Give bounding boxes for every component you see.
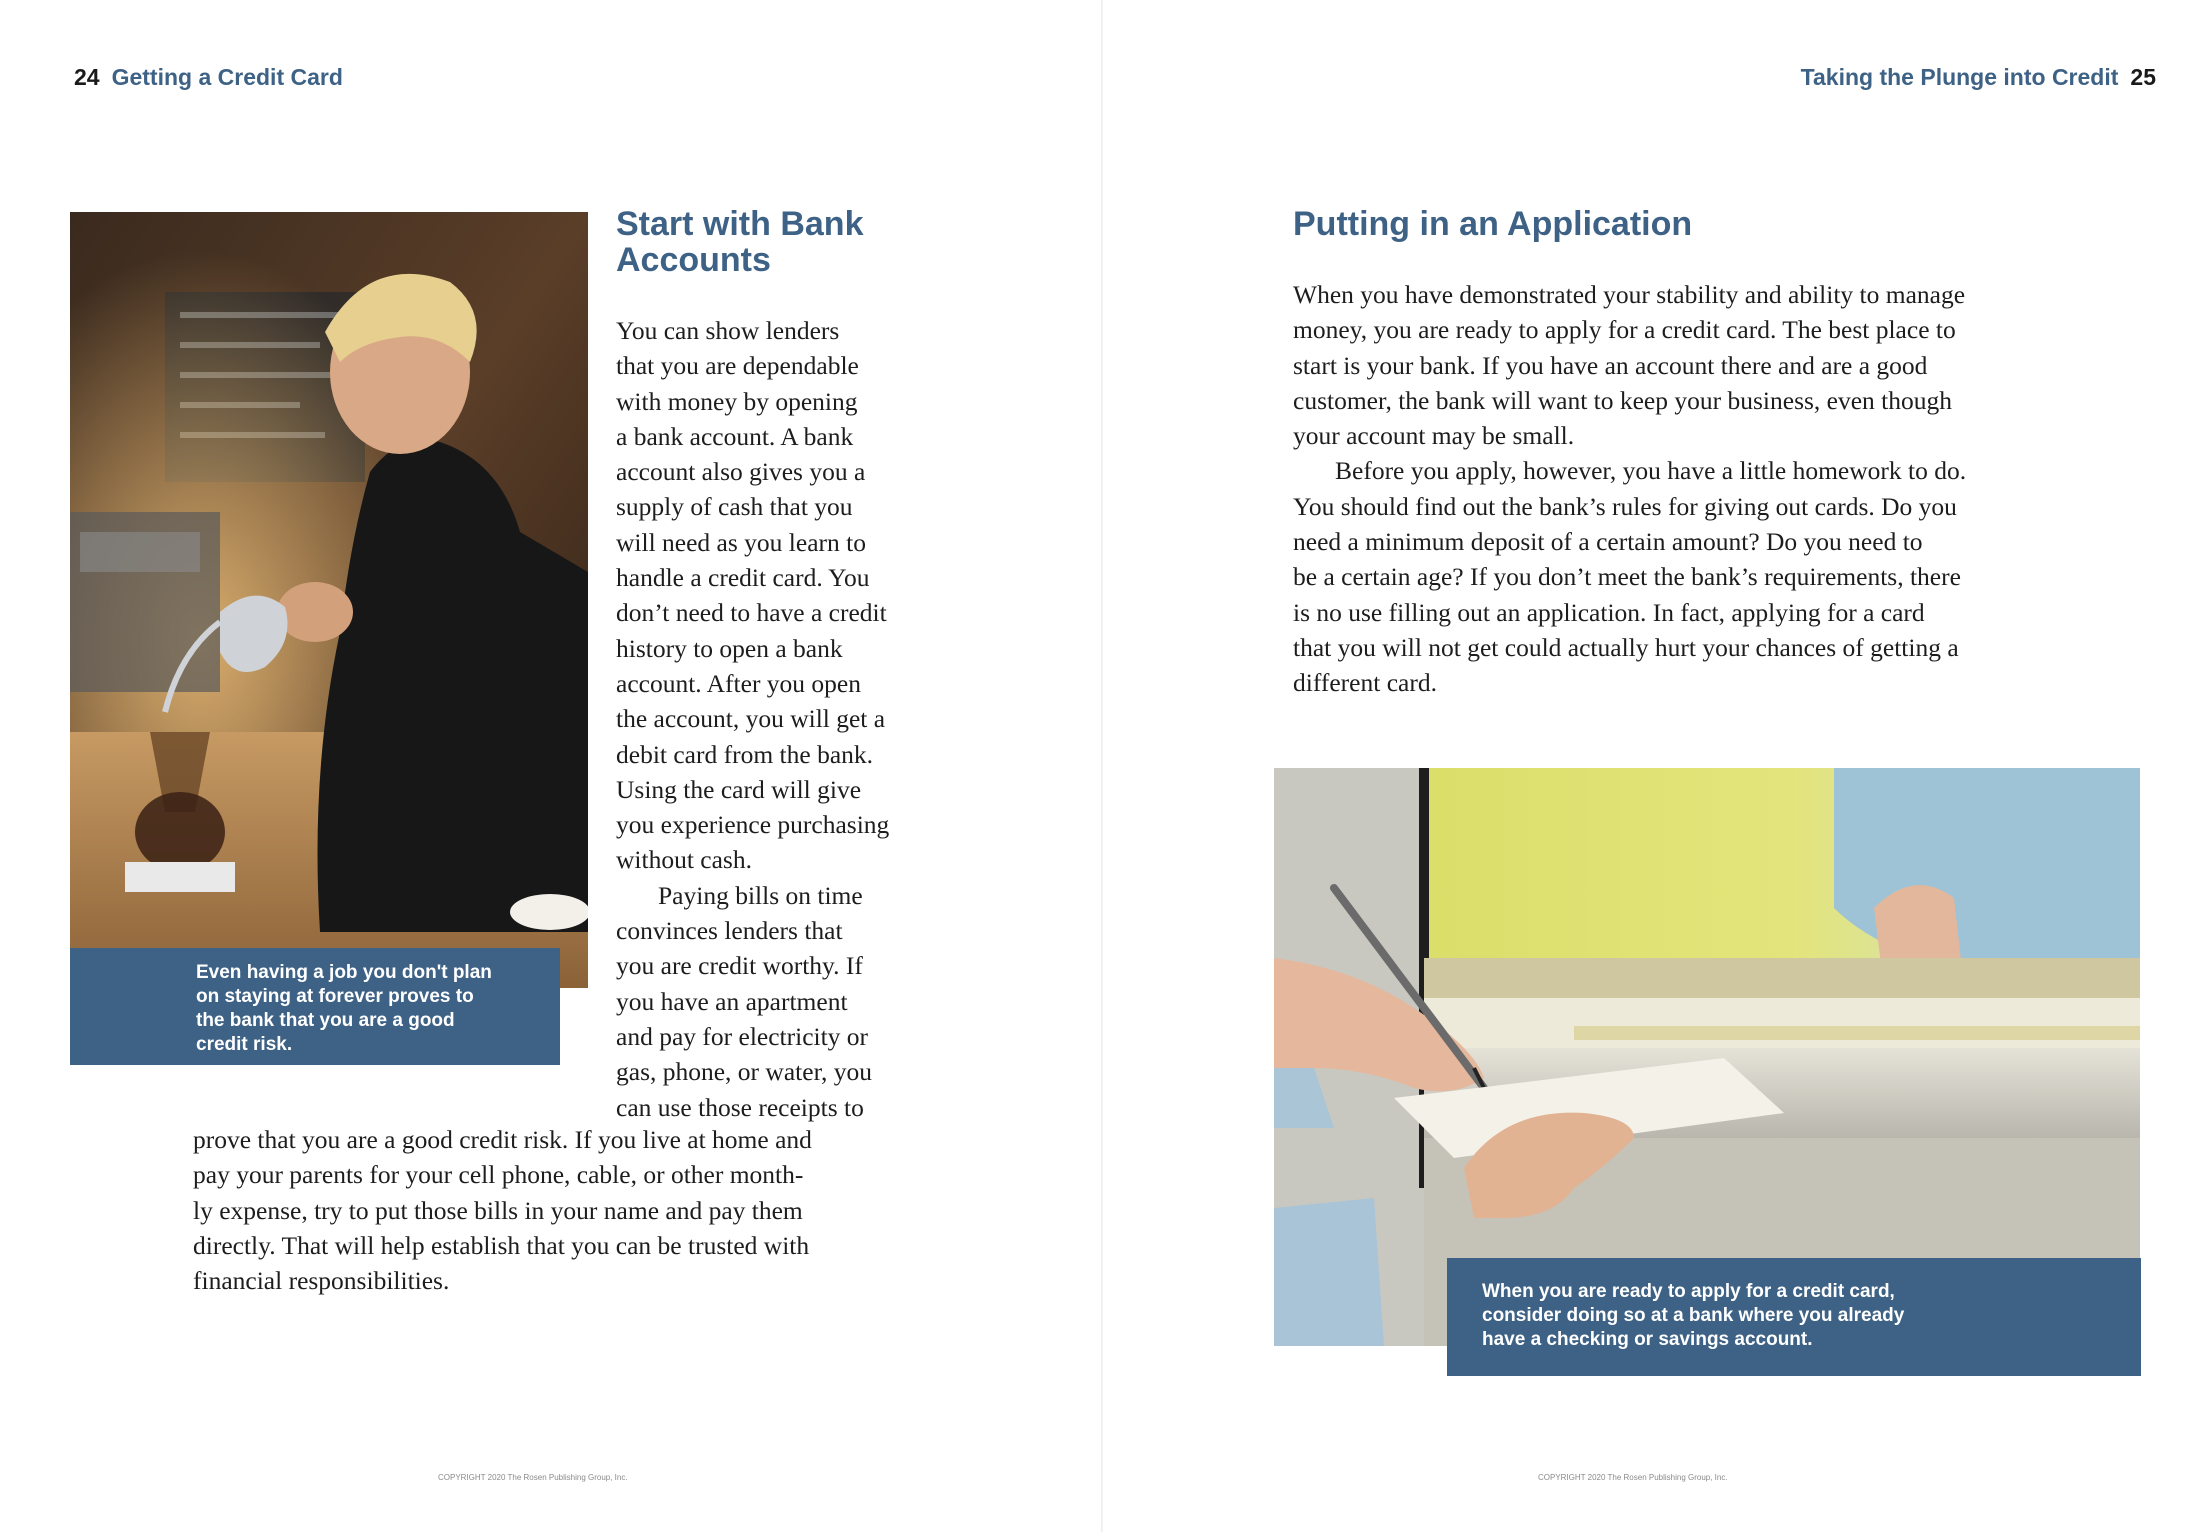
page-number-right: 25 — [2130, 64, 2156, 90]
text-line: When you have demonstrated your stability and ability to manage — [1293, 280, 1966, 309]
photo-caption-left — [70, 948, 560, 1065]
section-heading-left — [616, 206, 916, 278]
text-line: without cash. — [616, 845, 752, 875]
text-line: account also gives you a — [616, 457, 866, 487]
right-page — [1103, 0, 2198, 1532]
text-line: you are credit worthy. If — [616, 951, 863, 981]
text-line: handle a credit card. You — [616, 563, 870, 593]
text-line: gas, phone, or water, you — [616, 1057, 873, 1087]
heading-line: Start with Bank — [616, 205, 864, 243]
caption-line: the bank that you are a good — [196, 1010, 455, 1031]
running-head-left — [74, 64, 343, 91]
text-line: financial responsibilities. — [193, 1266, 450, 1296]
text-line: You can show lenders — [616, 316, 840, 345]
caption-line: credit risk. — [196, 1034, 293, 1055]
body-text-right — [1293, 277, 1966, 701]
caption-line: When you are ready to apply for a credit card, — [1482, 1281, 1895, 1302]
copyright-right: COPYRIGHT 2020 The Rosen Publishing Group, Inc. — [1538, 1473, 1728, 1482]
running-title-right: Taking the Plunge into Credit — [1800, 64, 2119, 90]
text-line: your account may be small. — [1293, 421, 1575, 451]
page-number-left: 24 — [74, 64, 100, 90]
text-line: don’t need to have a credit — [616, 598, 887, 628]
text-line: the account, you will get a — [616, 704, 886, 734]
text-line: you have an apartment — [616, 986, 848, 1016]
text-line: money, you are ready to apply for a credit card. The best place to — [1293, 315, 1956, 345]
text-line: history to open a bank — [616, 633, 843, 663]
text-line: that you are dependable — [616, 351, 859, 381]
text-line: different card. — [1293, 668, 1437, 698]
caption-line: consider doing so at a bank where you already — [1482, 1305, 1905, 1326]
text-line: supply of cash that you — [616, 492, 853, 522]
copyright-left: COPYRIGHT 2020 The Rosen Publishing Group, Inc. — [438, 1473, 628, 1482]
running-title-left: Getting a Credit Card — [111, 64, 343, 90]
text-line: Before you apply, however, you have a little homework to do. — [1335, 456, 1967, 486]
body-text-column — [616, 313, 889, 1125]
text-line: ly expense, try to put those bills in your name and pay them — [193, 1195, 803, 1225]
text-line: a bank account. A bank — [616, 421, 854, 451]
text-line: debit card from the bank. — [616, 739, 874, 769]
text-line: directly. That will help establish that you can be trusted with — [193, 1230, 810, 1260]
body-text-full-width — [193, 1122, 812, 1298]
text-line: that you will not get could actually hurt your chances of getting a — [1293, 632, 1959, 662]
text-line: can use those receipts to — [616, 1092, 864, 1122]
caption-line: have a checking or savings account. — [1482, 1329, 1813, 1350]
text-line: account. After you open — [616, 668, 862, 698]
heading-line: Accounts — [616, 241, 771, 279]
text-line: and pay for electricity or — [616, 1021, 869, 1051]
text-line: be a certain age? If you don’t meet the bank’s requirements, there — [1293, 562, 1961, 592]
caption-line: Even having a job you don't plan — [196, 962, 492, 983]
text-line: start is your bank. If you have an account there and are a good — [1293, 350, 1928, 380]
section-heading-right: Putting in an Application — [1293, 205, 1693, 243]
text-line: you experience purchasing — [616, 810, 890, 840]
text-line: convinces lenders that — [616, 916, 843, 946]
text-line: with money by opening — [616, 386, 858, 416]
text-line: need a minimum deposit of a certain amount? Do you need to — [1293, 527, 1923, 557]
text-line: is no use filling out an application. In fact, applying for a card — [1293, 597, 1925, 627]
barista-photo — [70, 212, 588, 988]
text-line: You should find out the bank’s rules for giving out cards. Do you — [1293, 491, 1957, 521]
running-head-right — [1801, 64, 2156, 91]
caption-line: on staying at forever proves to — [196, 986, 474, 1007]
text-line: Using the card will give — [616, 774, 862, 804]
text-line: prove that you are a good credit risk. If you live at home and — [193, 1125, 812, 1154]
photo-caption-right — [1447, 1258, 2141, 1376]
text-line: customer, the bank will want to keep your business, even though — [1293, 385, 1953, 415]
text-line: Paying bills on time — [658, 880, 863, 910]
text-line: will need as you learn to — [616, 527, 866, 557]
text-line: pay your parents for your cell phone, cable, or other month- — [193, 1160, 804, 1190]
